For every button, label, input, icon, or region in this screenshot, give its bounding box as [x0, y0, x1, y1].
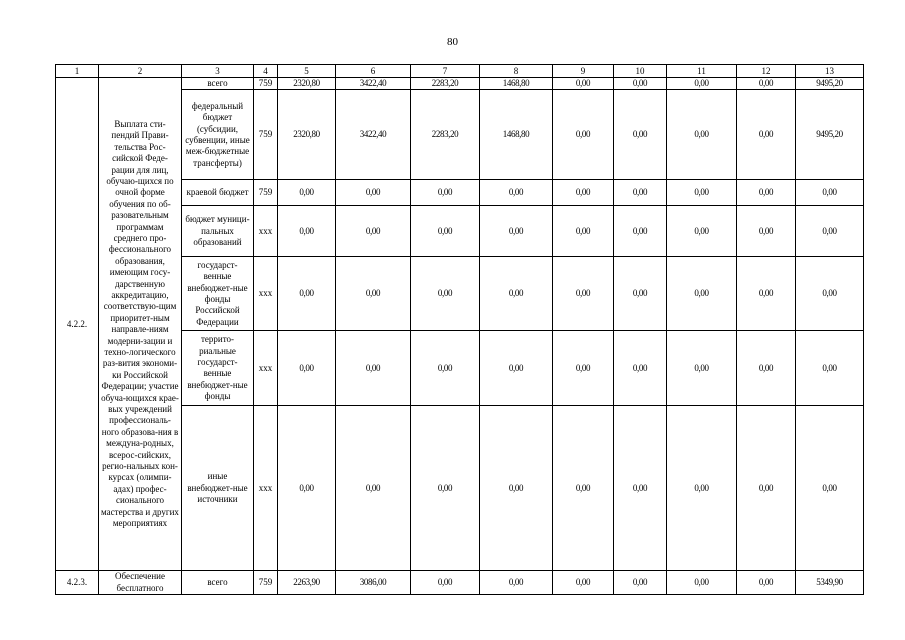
- budget-code: 759: [254, 90, 278, 180]
- item-description: Обеспечение бесплатного: [99, 571, 182, 595]
- value-cell: 0,00: [480, 331, 553, 406]
- value-cell: 0,00: [553, 331, 614, 406]
- value-cell: 0,00: [796, 206, 864, 257]
- budget-code: ххх: [254, 331, 278, 406]
- value-cell: 0,00: [737, 331, 796, 406]
- value-cell: 9495,20: [796, 78, 864, 90]
- value-cell: 0,00: [667, 331, 737, 406]
- column-header: 1: [56, 65, 99, 78]
- budget-code: ххх: [254, 206, 278, 257]
- column-header: 13: [796, 65, 864, 78]
- item-code: 4.2.3.: [56, 571, 99, 595]
- value-cell: 0,00: [278, 180, 336, 206]
- value-cell: 2320,80: [278, 78, 336, 90]
- value-cell: 0,00: [614, 257, 667, 331]
- value-cell: 0,00: [411, 206, 480, 257]
- funding-source: бюджет муници-пальных образований: [182, 206, 254, 257]
- value-cell: 0,00: [336, 331, 411, 406]
- value-cell: 0,00: [667, 206, 737, 257]
- funding-source: государст-венные внебюджет-ные фонды Российской Федерации: [182, 257, 254, 331]
- value-cell: 0,00: [737, 571, 796, 595]
- column-header: 12: [737, 65, 796, 78]
- column-header: 2: [99, 65, 182, 78]
- table-row: [56, 571, 864, 595]
- budget-code: 759: [254, 571, 278, 595]
- value-cell: 2320,80: [278, 90, 336, 180]
- value-cell: 0,00: [737, 206, 796, 257]
- value-cell: 0,00: [411, 180, 480, 206]
- column-header: 10: [614, 65, 667, 78]
- column-header: 5: [278, 65, 336, 78]
- value-cell: 0,00: [796, 331, 864, 406]
- value-cell: 0,00: [336, 206, 411, 257]
- value-cell: 3086,00: [336, 571, 411, 595]
- value-cell: 0,00: [553, 406, 614, 571]
- budget-code: 759: [254, 78, 278, 90]
- value-cell: 0,00: [336, 406, 411, 571]
- value-cell: 0,00: [411, 257, 480, 331]
- funding-source: всего: [182, 571, 254, 595]
- value-cell: 2283,20: [411, 78, 480, 90]
- budget-code: ххх: [254, 406, 278, 571]
- value-cell: 5349,90: [796, 571, 864, 595]
- value-cell: 0,00: [796, 257, 864, 331]
- value-cell: 1468,80: [480, 78, 553, 90]
- column-header: 6: [336, 65, 411, 78]
- value-cell: 0,00: [737, 180, 796, 206]
- column-header: 11: [667, 65, 737, 78]
- value-cell: 0,00: [336, 180, 411, 206]
- value-cell: 9495,20: [796, 90, 864, 180]
- value-cell: 0,00: [737, 78, 796, 90]
- column-header: 4: [254, 65, 278, 78]
- column-header: 8: [480, 65, 553, 78]
- item-code: 4.2.2.: [56, 78, 99, 571]
- budget-code: 759: [254, 180, 278, 206]
- value-cell: 0,00: [737, 257, 796, 331]
- value-cell: 0,00: [336, 257, 411, 331]
- page-number: 80: [447, 36, 458, 48]
- funding-source: террито-риальные государст-венные внебюджет-ные фонды: [182, 331, 254, 406]
- value-cell: 2283,20: [411, 90, 480, 180]
- value-cell: 0,00: [553, 78, 614, 90]
- value-cell: 0,00: [796, 180, 864, 206]
- value-cell: 0,00: [614, 331, 667, 406]
- value-cell: 0,00: [553, 206, 614, 257]
- value-cell: 0,00: [614, 571, 667, 595]
- value-cell: 0,00: [667, 78, 737, 90]
- value-cell: 0,00: [614, 78, 667, 90]
- value-cell: 0,00: [278, 331, 336, 406]
- budget-table: [55, 64, 864, 595]
- value-cell: 3422,40: [336, 78, 411, 90]
- column-header: 9: [553, 65, 614, 78]
- funding-source: федеральный бюджет (субсидии, субвенции, иные меж-бюджетные трансферты): [182, 90, 254, 180]
- funding-source: краевой бюджет: [182, 180, 254, 206]
- value-cell: 0,00: [667, 180, 737, 206]
- value-cell: 0,00: [480, 571, 553, 595]
- budget-code: ххх: [254, 257, 278, 331]
- value-cell: 0,00: [480, 206, 553, 257]
- value-cell: 0,00: [411, 571, 480, 595]
- value-cell: 1468,80: [480, 90, 553, 180]
- value-cell: 0,00: [480, 257, 553, 331]
- value-cell: 0,00: [278, 206, 336, 257]
- value-cell: 0,00: [614, 180, 667, 206]
- column-header: 7: [411, 65, 480, 78]
- value-cell: 0,00: [737, 406, 796, 571]
- value-cell: 0,00: [480, 180, 553, 206]
- value-cell: 0,00: [667, 90, 737, 180]
- value-cell: 0,00: [667, 257, 737, 331]
- funding-source: иные внебюджет-ные источники: [182, 406, 254, 571]
- value-cell: 0,00: [667, 571, 737, 595]
- value-cell: 0,00: [411, 406, 480, 571]
- value-cell: 3422,40: [336, 90, 411, 180]
- funding-source: всего: [182, 78, 254, 90]
- value-cell: 0,00: [737, 90, 796, 180]
- value-cell: 0,00: [553, 90, 614, 180]
- table-row: [56, 78, 864, 90]
- value-cell: 0,00: [667, 406, 737, 571]
- value-cell: 0,00: [278, 257, 336, 331]
- value-cell: 0,00: [480, 406, 553, 571]
- value-cell: 0,00: [553, 257, 614, 331]
- value-cell: 0,00: [614, 90, 667, 180]
- value-cell: 0,00: [614, 206, 667, 257]
- value-cell: 0,00: [614, 406, 667, 571]
- value-cell: 0,00: [796, 406, 864, 571]
- value-cell: 0,00: [553, 571, 614, 595]
- item-description: Выплата сти-пендий Прави-тельства Рос-сийской Феде-рации для лиц, обучаю-щихся по очной форме обучения по об-разовательным программам среднего про-фессионального образования, имеющим госу-дарственную аккредитацию, соответствую-щим приоритет-ным направле-ниям модерни-зации и техно-логического раз-вития экономи-ки Российской Федерации; участие обуча-ющихся крае-вых учреждений профессиональ-ного образова-ния в междуна-родных, всерос-сийских, регио-нальных кон-курсах (олимпи-адах) профес-сионального мастерства и других мероприятиях: [99, 78, 182, 571]
- header-row: [56, 65, 864, 78]
- column-header: 3: [182, 65, 254, 78]
- value-cell: 0,00: [553, 180, 614, 206]
- value-cell: 0,00: [411, 331, 480, 406]
- value-cell: 0,00: [278, 406, 336, 571]
- value-cell: 2263,90: [278, 571, 336, 595]
